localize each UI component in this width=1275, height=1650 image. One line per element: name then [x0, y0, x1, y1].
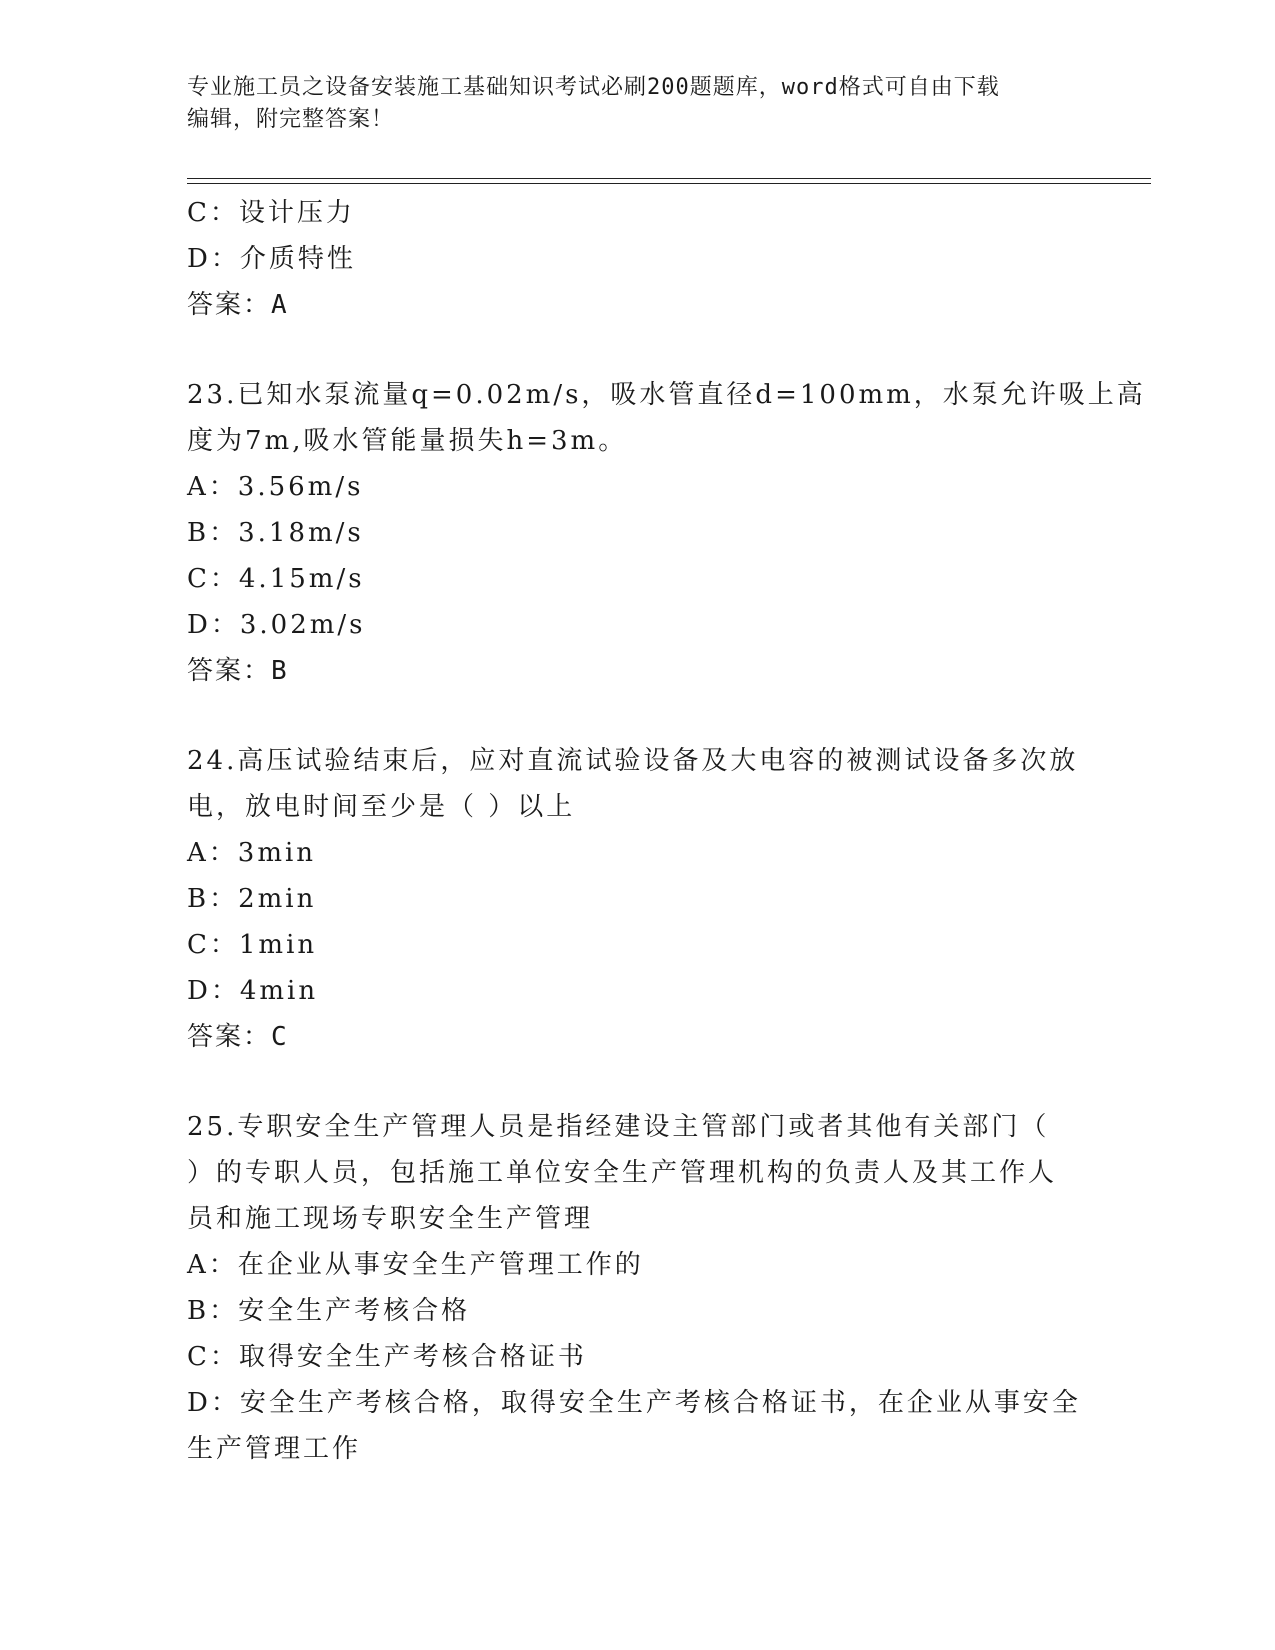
option-d: D：4min [187, 976, 319, 1006]
header-line-2: 编辑，附完整答案！ [187, 107, 395, 132]
answer-line: 答案：A [187, 290, 289, 320]
option-d: D：3.02m/s [187, 610, 366, 640]
option-a: A：在企业从事安全生产管理工作的 [187, 1250, 644, 1280]
question-text-line: 员和施工现场专职安全生产管理 [187, 1204, 594, 1234]
question-text-line: 25.专职安全生产管理人员是指经建设主管部门或者其他有关部门（ [187, 1112, 1050, 1142]
option-b: B：3.18m/s [187, 518, 364, 548]
question-25 [187, 1104, 1087, 1472]
question-text-line: 23.已知水泵流量q=0.02m/s，吸水管直径d=100mm，水泵允许吸上高 [187, 380, 1146, 410]
answer-line: 答案：C [187, 1022, 289, 1052]
question-list [187, 190, 1146, 1472]
question-text-line: 24.高压试验结束后，应对直流试验设备及大电容的被测试设备多次放 [187, 746, 1079, 776]
option-c: C：4.15m/s [187, 564, 365, 594]
option-a: A：3min [187, 838, 317, 868]
question-23 [187, 372, 1146, 694]
option-d-continued: 生产管理工作 [187, 1434, 362, 1464]
question-text-line: ）的专职人员，包括施工单位安全生产管理机构的负责人及其工作人 [187, 1158, 1058, 1188]
header-rule-bottom [187, 183, 1151, 184]
header-rule-top [187, 178, 1151, 179]
question-24 [187, 738, 1087, 1060]
option-d: D：介质特性 [187, 244, 356, 274]
question-text-line: 度为7m,吸水管能量损失h=3m。 [187, 426, 628, 456]
header-line-1: 专业施工员之设备安装施工基础知识考试必刷200题题库，word格式可自由下载 [187, 75, 1000, 100]
option-c: C：取得安全生产考核合格证书 [187, 1342, 587, 1372]
option-b: B：安全生产考核合格 [187, 1296, 471, 1326]
question-text-line: 电，放电时间至少是（ ）以上 [187, 792, 576, 822]
option-c: C：1min [187, 930, 318, 960]
previous-question [187, 190, 1087, 328]
document-header [187, 72, 1067, 136]
answer-line: 答案：B [187, 656, 289, 686]
option-c: C：设计压力 [187, 198, 355, 228]
option-b: B：2min [187, 884, 317, 914]
option-a: A：3.56m/s [187, 472, 364, 502]
option-d: D：安全生产考核合格，取得安全生产考核合格证书，在企业从事安全 [187, 1388, 1081, 1418]
